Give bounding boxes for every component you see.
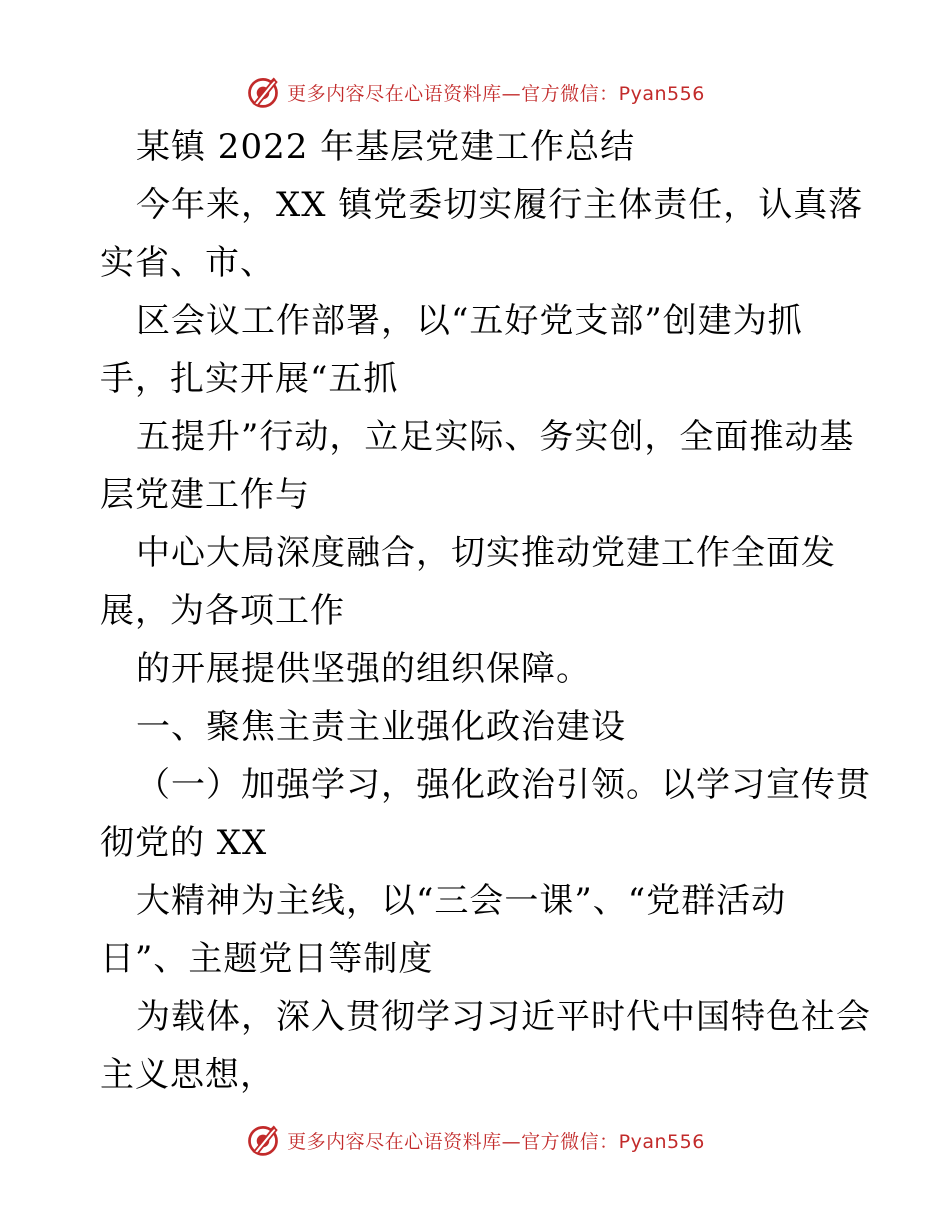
- paragraph-line: 今年来，XX 镇党委切实履行主体责任，认真落: [136, 185, 864, 225]
- section-heading: 一、聚焦主责主业强化政治建设: [136, 707, 626, 747]
- paragraph-line: 彻党的 XX: [100, 823, 268, 863]
- paragraph-line: 日”、主题党日等制度: [100, 939, 434, 979]
- paragraph-line: 手，扎实开展“五抓: [100, 359, 399, 399]
- header-watermark: [0, 70, 950, 114]
- paragraph-line: 区会议工作部署，以“五好党支部”创建为抓: [136, 301, 803, 341]
- paragraph-line: 层党建工作与: [100, 475, 310, 515]
- paragraph-line: 展，为各项工作: [100, 591, 345, 631]
- paragraph-line: 大精神为主线，以“三会一课”、“党群活动: [136, 881, 787, 921]
- footer-watermark: [0, 1118, 950, 1162]
- watermark-text: 更多内容尽在心语资料库—官方微信：Pyan556: [287, 82, 705, 105]
- paragraph-line: 中心大局深度融合，切实推动党建工作全面发: [136, 533, 836, 573]
- paragraph-line: 实省、市、: [100, 243, 275, 283]
- paragraph-line: 的开展提供坚强的组织保障。: [136, 649, 591, 689]
- document-title: 某镇 2022 年基层党建工作总结: [136, 127, 636, 167]
- paragraph-line: 五提升”行动，立足实际、务实创，全面推动基: [136, 417, 855, 457]
- watermark-text: 更多内容尽在心语资料库—官方微信：Pyan556: [287, 1130, 705, 1153]
- paragraph-line: 为载体，深入贯彻学习习近平时代中国特色社会: [136, 997, 871, 1037]
- quill-seal-icon: [245, 1122, 281, 1158]
- quill-seal-icon: [245, 74, 281, 110]
- subsection-heading: （一）加强学习，强化政治引领。以学习宣传贯: [136, 765, 871, 805]
- paragraph-line: 主义思想，: [100, 1055, 275, 1095]
